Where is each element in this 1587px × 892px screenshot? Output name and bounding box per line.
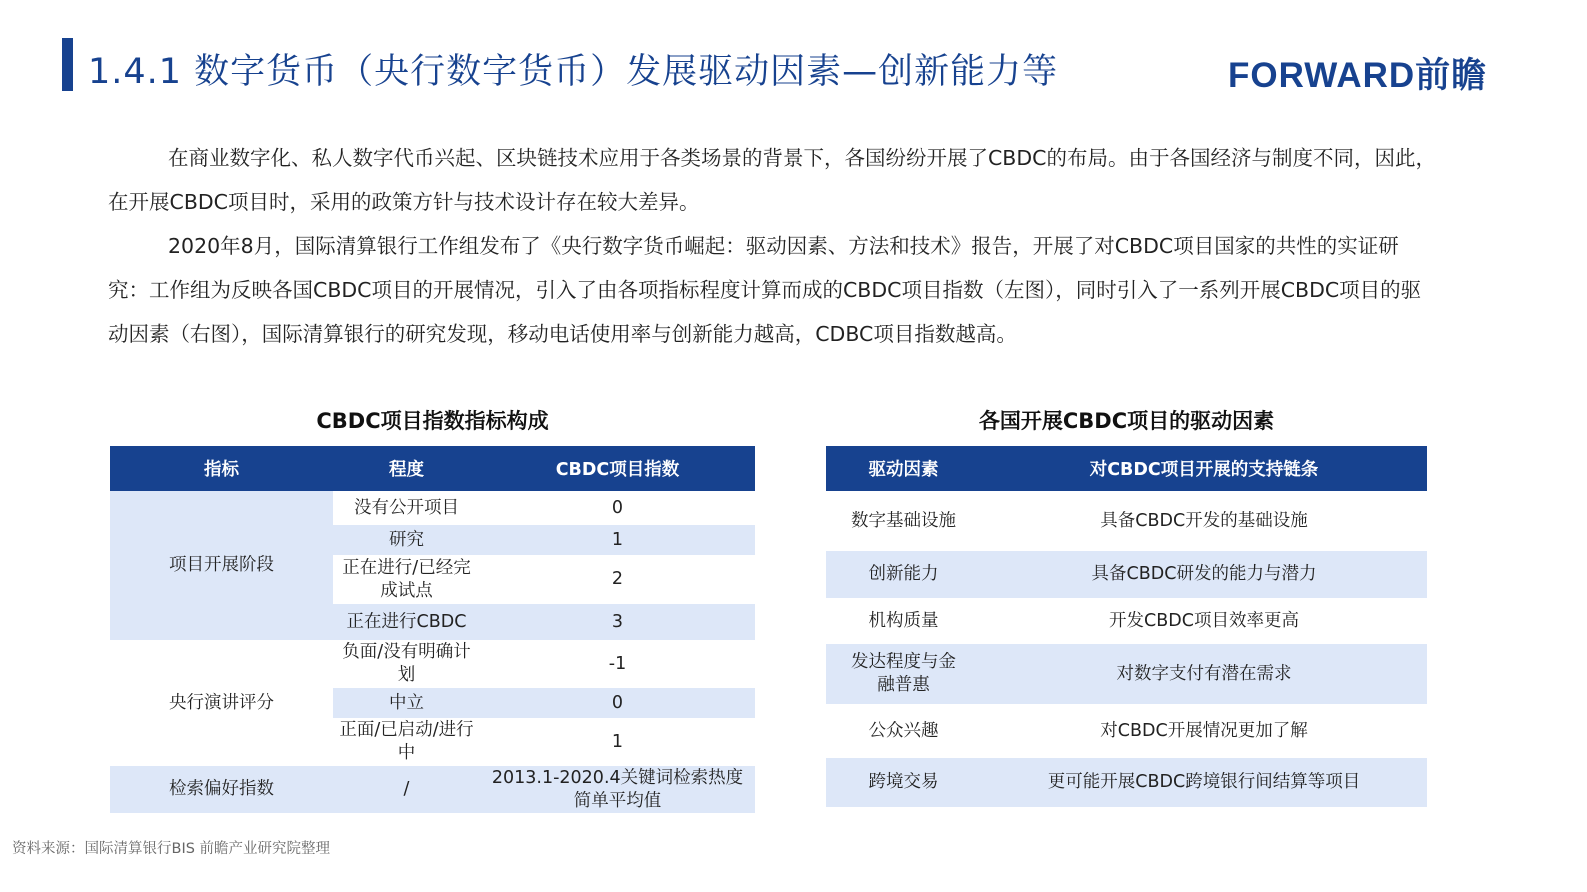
support-cell: 具备CBDC研发的能力与潜力 [1091, 564, 1317, 584]
driver-cell: 创新能力 [868, 564, 939, 584]
degree-cell: 中立 [333, 688, 480, 718]
indicator-cell: 项目开展阶段 [110, 491, 333, 640]
support-cell: 对CBDC开展情况更加了解 [1100, 720, 1308, 741]
index-cell: 1 [480, 718, 755, 766]
col-header: 指标 [110, 446, 333, 491]
col-header: CBDC项目指数 [480, 446, 755, 491]
title-accent-bar [62, 38, 73, 91]
degree-cell: / [333, 766, 480, 813]
left-table-caption: CBDC项目指数指标构成 [316, 409, 549, 433]
degree-cell: 研究 [333, 525, 480, 555]
index-cell: 0 [480, 491, 755, 525]
paragraph: 2020年8月，国际清算银行工作组发布了《央行数字货币崛起：驱动因素、方法和技术》报告，开展了对CBDC项目国家的共性的实证研究：工作组为反映各国CBDC项目的开展情况，引入了由各项指标程度计算而成的CBDC项目指数（左图），同时引入了一系列开展CBDC项目的驱动因素（右图），国际清算银行的研究发现，移动电话使用率与创新能力越高，CDBC项目指数越高。 [108, 234, 1422, 346]
degree-cell: 正在进行CBDC [333, 604, 480, 640]
page-title: 1.4.1 数字货币（央行数字货币）发展驱动因素—创新能力等 [88, 52, 1059, 92]
body-text [108, 136, 1438, 356]
drivers-table [826, 446, 1427, 807]
support-cell: 具备CBDC开发的基础设施 [1100, 510, 1308, 531]
degree-cell: 没有公开项目 [333, 491, 480, 525]
support-cell: 更可能开展CBDC跨境银行间结算等项目 [1047, 772, 1361, 792]
cbdc-index-table [110, 446, 755, 813]
degree-cell: 负面/没有明确计划 [333, 640, 480, 688]
driver-cell: 数字基础设施 [851, 510, 956, 531]
right-table-caption: 各国开展CBDC项目的驱动因素 [978, 409, 1275, 433]
index-cell: 0 [480, 688, 755, 718]
support-cell: 对数字支付有潜在需求 [1116, 663, 1292, 684]
driver-cell: 发达程度与金融普惠 [851, 652, 956, 695]
degree-cell: 正在进行/已经完成试点 [333, 555, 480, 604]
index-cell: 2013.1-2020.4关键词检索热度简单平均值 [480, 766, 755, 813]
paragraph: 在商业数字化、私人数字代币兴起、区块链技术应用于各类场景的背景下，各国纷纷开展了CBDC的布局。由于各国经济与制度不同，因此，在开展CBDC项目时，采用的政策方针与技术设计存在较大差异。 [108, 146, 1436, 214]
col-header: 程度 [333, 446, 480, 491]
source-note: 资料来源：国际清算银行BIS 前瞻产业研究院整理 [12, 841, 331, 857]
driver-cell: 公众兴趣 [868, 720, 939, 741]
support-cell: 开发CBDC项目效率更高 [1109, 610, 1299, 631]
indicator-cell: 央行演讲评分 [110, 640, 333, 766]
col-header: 驱动因素 [826, 446, 981, 491]
driver-cell: 机构质量 [868, 610, 939, 631]
forward-logo: FORWARD前瞻 [1228, 56, 1488, 95]
degree-cell: 正面/已启动/进行中 [333, 718, 480, 766]
index-cell: 1 [480, 525, 755, 555]
col-header: 对CBDC项目开展的支持链条 [981, 446, 1427, 491]
index-cell: 3 [480, 604, 755, 640]
indicator-cell: 检索偏好指数 [110, 766, 333, 813]
index-cell: -1 [480, 640, 755, 688]
index-cell: 2 [480, 555, 755, 604]
driver-cell: 跨境交易 [868, 772, 939, 792]
